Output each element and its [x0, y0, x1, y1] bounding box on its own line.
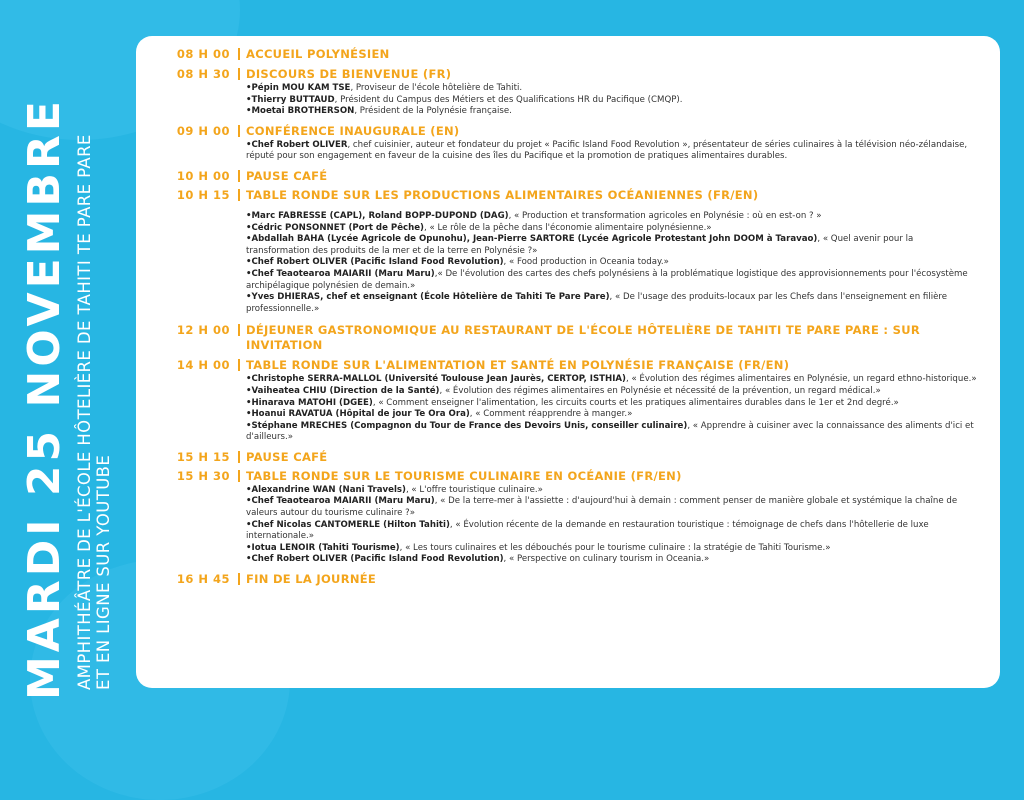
speaker-name: •Chef Nicolas CANTOMERLE (Hilton Tahiti)	[246, 519, 450, 530]
speaker-name: •Marc FABRESSE (CAPL), Roland BOPP-DUPOND (DAG)	[246, 210, 509, 221]
slot-title: CONFÉRENCE INAUGURALE (EN)	[246, 123, 460, 138]
talk-description: , « Food production in Oceania today.»	[503, 257, 669, 268]
time-separator	[238, 359, 240, 371]
speaker-name: •Alexandrine WAN (Nani Travels)	[246, 484, 406, 495]
speaker-list	[246, 485, 978, 566]
schedule-slot	[156, 47, 978, 62]
speaker-name: •Chef Robert OLIVER (Pacific Island Food Revolution)	[246, 554, 504, 565]
speaker-name: •Christophe SERRA-MALLOL (Université Toulouse Jean Jaurès, CERTOP, ISTHIA)	[246, 374, 626, 385]
event-day-title: MARDI 25 NOVEMBRE	[19, 97, 70, 700]
speaker-item	[246, 211, 978, 223]
time-separator	[238, 170, 240, 182]
speaker-list	[246, 374, 978, 444]
slot-time: 14 H 00	[176, 358, 230, 373]
talk-description: , Proviseur de l'école hôtelière de Tahiti.	[350, 83, 523, 93]
talk-description: , Président de la Polynésie française.	[354, 106, 512, 117]
programme-card	[136, 36, 1000, 688]
time-separator	[238, 470, 240, 482]
slot-title: DÉJEUNER GASTRONOMIQUE AU RESTAURANT DE L'ÉCOLE HÔTELIÈRE DE TAHITI TE PARE PARE : SUR INVITATION	[246, 323, 920, 353]
talk-description: , « Évolution des régimes alimentaires en Polynésie, un regard ethno-historique.»	[625, 374, 977, 385]
schedule-slot	[156, 469, 978, 566]
speaker-name: •Stéphane MRECHES (Compagnon du Tour de France des Devoirs Unis, conseiller culinaire)	[246, 420, 688, 431]
time-separator	[238, 451, 240, 463]
talk-description: , « Quel avenir pour la transformation des produits de la mer et de la terre en Polynésie ?»	[246, 234, 914, 256]
speaker-name: •Vaiheatea CHIU (Direction de la Santé)	[246, 385, 440, 396]
speaker-name: •Chef Teaotearoa MAIARII (Maru Maru)	[246, 268, 435, 279]
location-line-1: AMPHITHÉÂTRE DE L'ÉCOLE HÔTELIÈRE DE TAHITI TE PARE PARE	[75, 134, 94, 690]
slot-time: 15 H 15	[176, 449, 230, 464]
slot-title: DISCOURS DE BIENVENUE (FR)	[246, 67, 452, 81]
schedule-slot	[156, 188, 978, 315]
slot-title: PAUSE CAFÉ	[246, 449, 328, 464]
slot-time: 16 H 45	[176, 572, 230, 587]
speaker-item	[246, 234, 978, 257]
speaker-item	[246, 485, 978, 497]
talk-description: , « Évolution récente de la demande en restauration touristique : témoignage de chefs dans l'hôtellerie de luxe internationale.»	[246, 519, 929, 542]
speaker-name: •Hinarava MATOHI (DGEE)	[246, 397, 373, 408]
speaker-item	[246, 83, 978, 95]
slot-title: TABLE RONDE SUR L'ALIMENTATION ET SANTÉ EN POLYNÉSIE FRANÇAISE (FR/EN)	[246, 358, 790, 373]
schedule-slot	[156, 572, 978, 587]
talk-description: , « Perspective on culinary tourism in Oceania.»	[503, 554, 710, 565]
time-separator	[238, 68, 240, 80]
speaker-item	[246, 554, 978, 566]
schedule-slot	[156, 67, 978, 118]
schedule-slot	[156, 358, 978, 444]
talk-description: , « De la terre-mer à l'assiette : d'aujourd'hui à demain : comment penser de manière globale et systémique la chaîne de valeurs autour du tourisme culinaire ?»	[246, 496, 958, 519]
event-location	[75, 30, 113, 690]
talk-description: , « Le rôle de la pêche dans l'économie alimentaire polynésienne.»	[424, 222, 712, 233]
speaker-item	[246, 140, 978, 163]
time-separator	[238, 48, 240, 60]
speaker-item	[246, 421, 978, 444]
slot-time: 10 H 00	[176, 168, 230, 183]
schedule-slot	[156, 169, 978, 184]
schedule-slot	[156, 450, 978, 465]
speaker-name: •Yves DHIERAS, chef et enseignant (École Hôtelière de Tahiti Te Pare Pare)	[246, 292, 610, 303]
speaker-name: •Cédric PONSONNET (Port de Pêche)	[246, 222, 424, 233]
talk-description: , « Évolution des régimes alimentaires en Polynésie et nécessité de la prévention, un regard médical.»	[439, 385, 881, 396]
speaker-name: •Chef Robert OLIVER (Pacific Island Food Revolution)	[246, 257, 504, 268]
speaker-item	[246, 374, 978, 386]
speaker-name: •Iotua LENOIR (Tahiti Tourisme)	[246, 542, 400, 553]
schedule-slot	[156, 124, 978, 163]
slot-time: 09 H 00	[176, 123, 230, 138]
speaker-item	[246, 409, 978, 421]
schedule-slot	[156, 323, 978, 353]
speaker-item	[246, 269, 978, 292]
speaker-list	[246, 83, 978, 118]
speaker-item	[246, 520, 978, 543]
speaker-name: •Pépin MOU KAM TSE	[246, 83, 351, 93]
talk-description: , « Apprendre à cuisiner avec la connaissance des aliments d'ici et d'ailleurs.»	[246, 420, 974, 443]
speaker-name: •Abdallah BAHA (Lycée Agricole de Opunohu), Jean-Pierre SARTORE (Lycée Agricole Protestant John DOOM à Taravao)	[246, 234, 818, 245]
slot-title: PAUSE CAFÉ	[246, 168, 328, 183]
slot-time: 10 H 15	[176, 187, 230, 202]
talk-description: ,« De l'évolution des cartes des chefs polynésiens à la problématique logistique des approvisionnements pour l'écosystème archipélagique polynésien de demain.»	[246, 268, 968, 291]
talk-description: , « L'offre touristique culinaire.»	[405, 484, 543, 495]
slot-title: TABLE RONDE SUR LE TOURISME CULINAIRE EN OCÉANIE (FR/EN)	[246, 468, 682, 483]
time-separator	[238, 189, 240, 201]
location-line-2: ET EN LIGNE SUR YOUTUBE	[94, 454, 113, 690]
speaker-name: •Chef Teaotearoa MAIARII (Maru Maru)	[246, 496, 435, 507]
slot-time: 12 H 00	[176, 323, 230, 338]
speaker-item	[246, 95, 978, 107]
slot-time: 08 H 00	[176, 47, 230, 61]
speaker-list	[246, 211, 978, 315]
speaker-item	[246, 398, 978, 410]
speaker-name: •Hoanui RAVATUA (Hôpital de jour Te Ora Ora)	[246, 409, 470, 420]
speaker-item	[246, 386, 978, 398]
speaker-item	[246, 543, 978, 555]
speaker-item	[246, 496, 978, 519]
slot-time: 15 H 30	[176, 468, 230, 483]
speaker-name: •Chef Robert OLIVER	[246, 139, 348, 150]
talk-description: , « Production et transformation agricoles en Polynésie : où en est-on ? »	[508, 210, 822, 221]
schedule-list	[156, 47, 978, 587]
time-separator	[238, 573, 240, 585]
time-separator	[238, 324, 240, 336]
speaker-name: •Moetai BROTHERSON	[246, 106, 355, 117]
slot-title: ACCUEIL POLYNÉSIEN	[246, 47, 390, 61]
slot-time: 08 H 30	[176, 67, 230, 81]
speaker-list	[246, 140, 978, 163]
talk-description: , « Les tours culinaires et les débouchés pour le tourisme culinaire : la stratégie de Tahiti Tourisme.»	[399, 542, 831, 553]
talk-description: , Président du Campus des Métiers et des Qualifications HR du Pacifique (CMQP).	[334, 94, 683, 105]
slot-title: TABLE RONDE SUR LES PRODUCTIONS ALIMENTAIRES OCÉANIENNES (FR/EN)	[246, 187, 759, 202]
speaker-name: •Thierry BUTTAUD	[246, 94, 335, 105]
talk-description: , « Comment enseigner l'alimentation, les circuits courts et les pratiques alimentaires durables dans le 1er et 2nd degré.»	[372, 397, 899, 408]
slot-title: FIN DE LA JOURNÉE	[246, 572, 377, 587]
speaker-item	[246, 223, 978, 235]
speaker-item	[246, 257, 978, 269]
talk-description: , « De l'usage des produits-locaux par les Chefs dans l'enseignement en filière professionnelle.»	[246, 292, 947, 314]
speaker-item	[246, 106, 978, 118]
talk-description: , chef cuisinier, auteur et fondateur du projet « Pacific Island Food Revolution », présentateur de séries culinaires à la télévision néo-zélandaise, réputé pour son engagement en faveur de la cuisine des îles du Pacifique et la promotion de pratiques alimentaires durables.	[246, 139, 968, 162]
talk-description: , « Comment réapprendre à manger.»	[469, 409, 633, 420]
time-separator	[238, 125, 240, 137]
speaker-item	[246, 292, 978, 315]
